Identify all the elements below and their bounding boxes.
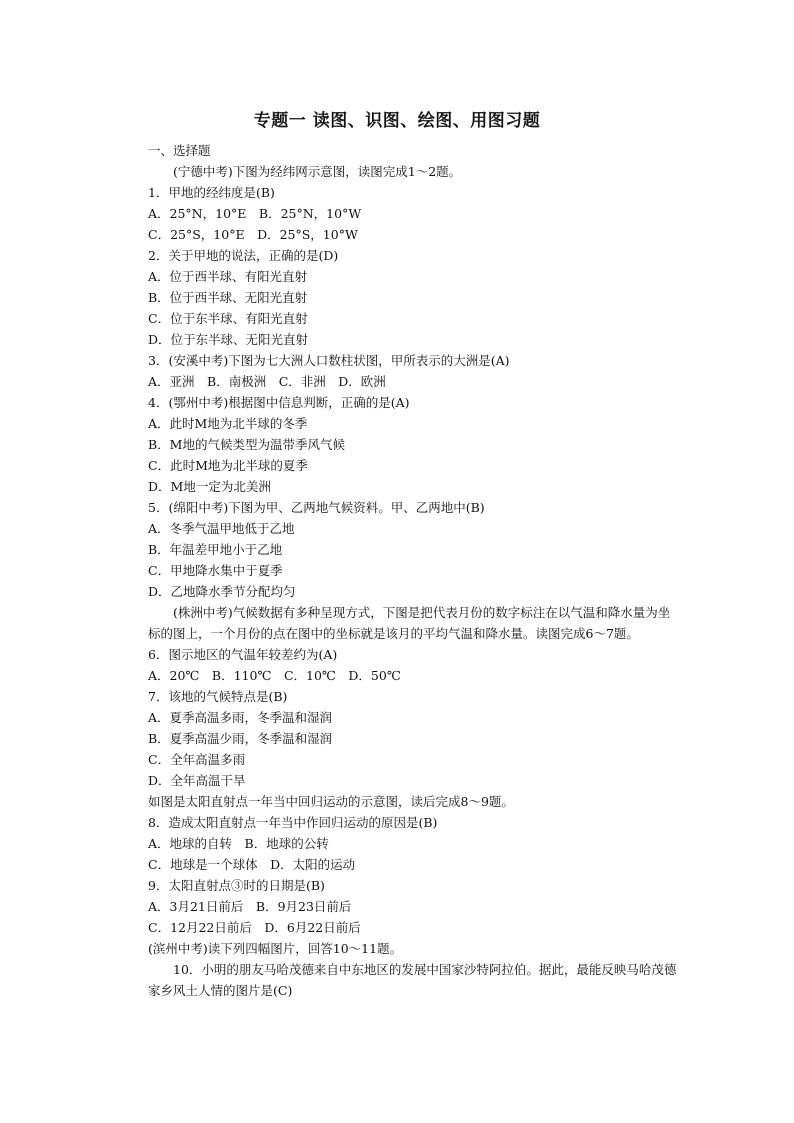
question-7: 7．该地的气候特点是(B) <box>148 689 288 704</box>
option-7c: C．全年高温多雨 <box>148 752 246 767</box>
options-8a: A．地球的自转 B．地球的公转 <box>148 836 329 851</box>
option-2d: D．位于东半球、无阳光直射 <box>148 332 309 347</box>
options-8b: C．地球是一个球体 D．太阳的运动 <box>148 857 356 872</box>
option-2b: B．位于西半球、无阳光直射 <box>148 290 308 305</box>
option-5a: A．冬季气温甲地低于乙地 <box>148 521 295 536</box>
options-9a: A．3月21日前后 B．9月23日前后 <box>148 899 352 914</box>
intro-text-6-7: (株洲中考)气候数据有多种呈现方式，下图是把代表月份的数字标注在以气温和降水量为坐标的图上，一个月份的点在图中的坐标就是该月的平均气温和降水量。读图完成6～7题。 <box>148 605 671 641</box>
options-1a: A．25°N，10°E B．25°N，10°W <box>148 206 362 221</box>
option-5c: C．甲地降水集中于夏季 <box>148 563 283 578</box>
option-4c: C．此时M地为北半球的夏季 <box>148 458 308 473</box>
option-4d: D．M地一定为北美洲 <box>148 479 271 494</box>
option-2a: A．位于西半球、有阳光直射 <box>148 269 308 284</box>
options-9b: C．12月22日前后 D．6月22日前后 <box>148 920 361 935</box>
options-6: A．20℃ B．110℃ C．10℃ D．50℃ <box>148 668 401 683</box>
page-title: 专题一 读图、识图、绘图、用图习题 <box>253 111 541 131</box>
section-heading: 一、选择题 <box>148 143 211 158</box>
option-4a: A．此时M地为北半球的冬季 <box>148 416 308 431</box>
exercise-body <box>148 140 678 1001</box>
question-2: 2．关于甲地的说法，正确的是(D) <box>148 248 339 263</box>
question-1: 1．甲地的经纬度是(B) <box>148 185 275 200</box>
option-5b: B．年温差甲地小于乙地 <box>148 542 283 557</box>
option-2c: C．位于东半球、有阳光直射 <box>148 311 308 326</box>
question-9: 9．太阳直射点③时的日期是(B) <box>148 878 325 893</box>
option-7b: B．夏季高温少雨，冬季温和湿润 <box>148 731 333 746</box>
option-4b: B．M地的气候类型为温带季风气候 <box>148 437 345 452</box>
question-5: 5．(绵阳中考)下图为甲、乙两地气候资料。甲、乙两地中(B) <box>148 500 485 515</box>
question-8: 8．造成太阳直射点一年当中作回归运动的原因是(B) <box>148 815 438 830</box>
intro-text-10-11: (滨州中考)读下列四幅图片，回答10～11题。 <box>148 941 403 956</box>
intro-text-8-9: 如图是太阳直射点一年当中回归运动的示意图，读后完成8～9题。 <box>148 794 514 809</box>
question-6: 6．图示地区的气温年较差约为(A) <box>148 647 338 662</box>
question-10: 10．小明的朋友马哈茂德来自中东地区的发展中国家沙特阿拉伯。据此，最能反映马哈茂德家乡风土人情的图片是(C) <box>148 962 677 998</box>
options-1b: C．25°S，10°E D．25°S，10°W <box>148 227 358 242</box>
question-3: 3．(安溪中考)下图为七大洲人口数柱状图，甲所表示的大洲是(A) <box>148 353 510 368</box>
option-5d: D．乙地降水季节分配均匀 <box>148 584 296 599</box>
option-7a: A．夏季高温多雨，冬季温和湿润 <box>148 710 333 725</box>
intro-text: (宁德中考)下图为经纬网示意图，读图完成1～2题。 <box>173 164 462 179</box>
question-4: 4．(鄂州中考)根据图中信息判断，正确的是(A) <box>148 395 410 410</box>
options-3: A．亚洲 B．南极洲 C．非洲 D．欧洲 <box>148 374 386 389</box>
option-7d: D．全年高温干旱 <box>148 773 246 788</box>
